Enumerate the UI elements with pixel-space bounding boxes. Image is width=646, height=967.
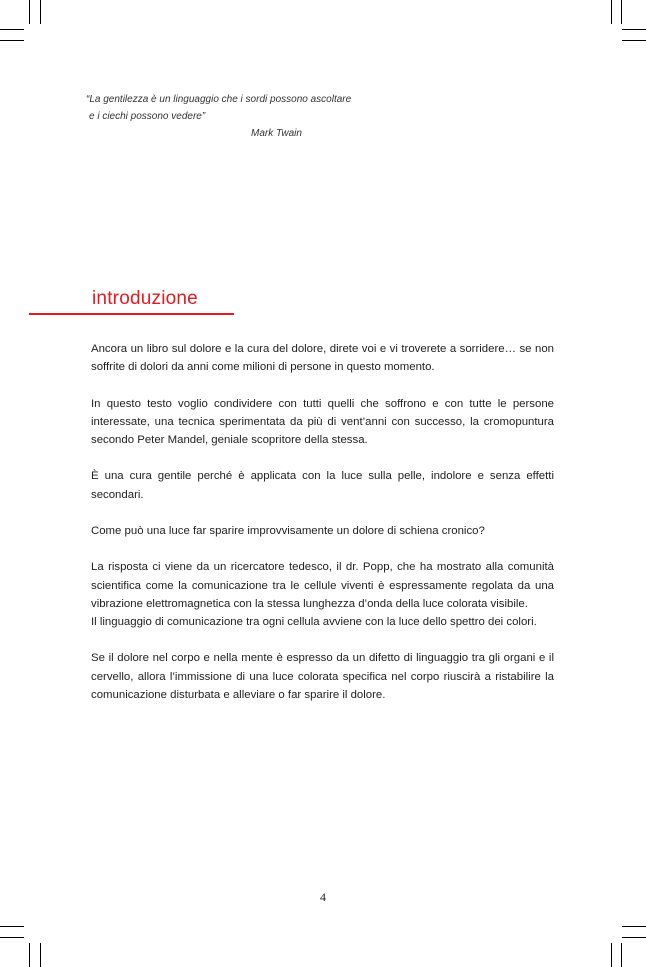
section-title: introduzione [92, 288, 198, 309]
crop-mark [611, 0, 612, 24]
crop-mark [0, 29, 24, 30]
epigraph-author: Mark Twain [251, 128, 302, 139]
crop-mark [0, 937, 24, 938]
crop-mark [29, 943, 30, 967]
crop-mark [40, 0, 41, 24]
paragraph: Il linguaggio di comunicazione tra ogni cellula avviene con la luce dello spettro dei colori. [91, 615, 537, 628]
paragraph: Ancora un libro sul dolore e la cura del dolore, direte voi e vi troverete a sorridere… se non soffrite di dolori da anni come milioni di persone in questo momento. [91, 343, 554, 374]
title-underline [29, 313, 234, 315]
crop-mark [29, 0, 30, 24]
epigraph-line: “La gentilezza è un linguaggio che i sordi possono ascoltare [86, 94, 352, 105]
paragraph: La risposta ci viene da un ricercatore tedesco, il dr. Popp, che ha mostrato alla comunità scientifica come la comunicazione tra le cellule viventi è espressamente regolata da una vibrazione elettromagnetica con la stessa lunghezza d’onda della luce colorata visibile. [91, 561, 554, 610]
crop-mark [611, 943, 612, 967]
crop-mark [40, 943, 41, 967]
crop-mark [0, 926, 24, 927]
crop-mark [622, 40, 646, 41]
paragraph: Come può una luce far sparire improvvisamente un dolore di schiena cronico? [91, 524, 485, 537]
crop-mark [622, 29, 646, 30]
crop-mark [621, 0, 622, 24]
epigraph-line: e i ciechi possono vedere” [89, 111, 206, 122]
crop-mark [0, 40, 24, 41]
crop-mark [622, 926, 646, 927]
epigraph [86, 91, 386, 139]
page-number: 4 [320, 890, 326, 904]
crop-mark [622, 937, 646, 938]
crop-mark [621, 943, 622, 967]
paragraph: In questo testo voglio condividere con tutti quelli che soffrono e con tutte le persone interessate, una tecnica sperimentata da più di vent’anni con successo, la cromopuntura secondo Peter Mandel, geniale scopritore della stessa. [91, 397, 554, 446]
paragraph: È una cura gentile perché è applicata con la luce sulla pelle, indolore e senza effetti secondari. [91, 470, 554, 501]
paragraph: Se il dolore nel corpo e nella mente è espresso da un difetto di linguaggio tra gli organi e il cervello, allora l’immissione di una luce colorata specifica nel corpo riuscirà a ristabilire la comunicazione disturbata e alleviare o far sparire il dolore. [91, 652, 554, 701]
body-text [91, 340, 554, 722]
